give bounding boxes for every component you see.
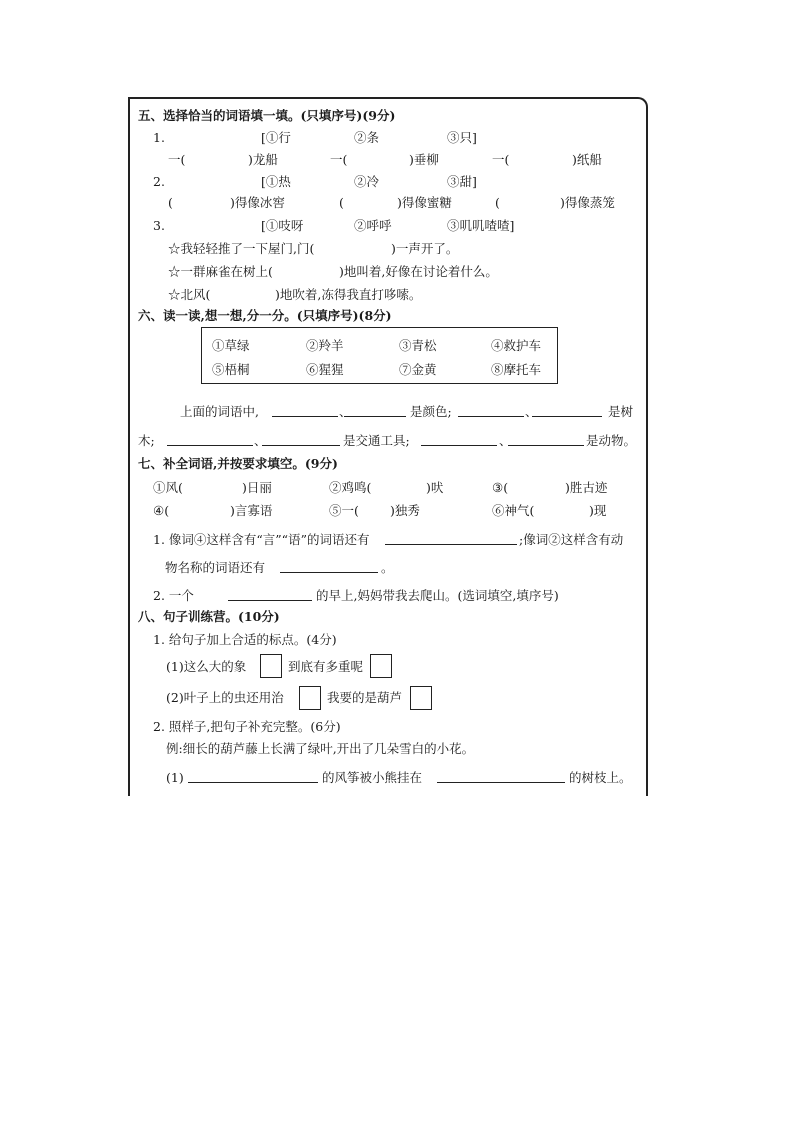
s6-blank-8[interactable]	[508, 433, 584, 446]
idiom-1-end[interactable]: )日丽	[242, 480, 272, 495]
idiom-1-start: ①风(	[153, 480, 183, 495]
punctuation-box-2[interactable]	[370, 654, 392, 678]
q3-option-3: ③叽叽喳喳]	[447, 218, 515, 233]
s6-blank-5[interactable]	[167, 433, 253, 446]
word-3: ③青松	[399, 338, 437, 353]
s7-q2-blank[interactable]	[228, 588, 312, 601]
s6-line2-text-2: 是交通工具;	[343, 433, 410, 448]
word-7: ⑦金黄	[399, 362, 437, 377]
s8-q1-sentence-2b: 我要的是葫芦	[327, 690, 403, 705]
s7-q2-text-1: 2. 一个	[153, 588, 194, 603]
s6-line2-sep-2: 、	[499, 433, 512, 448]
s6-line1-sep-1: 、	[339, 404, 352, 419]
q2-option-3: ③甜]	[447, 174, 477, 189]
punctuation-box-1[interactable]	[260, 654, 282, 678]
s6-blank-7[interactable]	[421, 433, 497, 446]
s8-q2-blank-2[interactable]	[437, 770, 565, 783]
word-1: ①草绿	[212, 338, 250, 353]
idiom-2-start: ②鸡鸣(	[329, 480, 372, 495]
s6-blank-2[interactable]	[344, 404, 406, 417]
q1-blank-3-open: 一(	[492, 152, 510, 167]
s7-q2-text-2: 的早上,妈妈带我去爬山。(选词填空,填序号)	[316, 588, 559, 603]
q1-blank-1-open: 一(	[168, 152, 186, 167]
s8-q2-blank-1[interactable]	[188, 770, 318, 783]
q2-blank-1-open: (	[168, 195, 173, 210]
s6-blank-4[interactable]	[532, 404, 602, 417]
section-5-title: 五、选择恰当的词语填一填。(只填序号)(9分)	[138, 108, 396, 123]
q1-blank-3-close[interactable]: )纸船	[572, 152, 602, 167]
s7-q1-text-3: 物名称的词语还有	[165, 560, 266, 575]
s6-blank-1[interactable]	[272, 404, 338, 417]
s8-example: 例:细长的葫芦藤上长满了绿叶,开出了几朵雪白的小花。	[166, 741, 475, 756]
s6-line1-text-3: 是树	[608, 404, 634, 419]
q3-sentence-3-end[interactable]: )地吹着,冻得我直打哆嗦。	[275, 287, 422, 302]
word-8: ⑧摩托车	[491, 362, 542, 377]
s8-q2-text-1: (1)	[166, 770, 184, 785]
s6-line2-text-1: 木;	[138, 433, 155, 448]
s8-q2-text-2: 的风筝被小熊挂在	[322, 770, 423, 785]
q2-number: 2.	[153, 174, 165, 189]
q3-option-1: [①吱呀	[261, 218, 304, 233]
q3-sentence-2-end[interactable]: )地叫着,好像在讨论着什么。	[339, 264, 498, 279]
q3-sentence-3-start: ☆北风(	[168, 287, 211, 302]
s6-line1-sep-2: 、	[525, 404, 538, 419]
q1-option-3: ③只]	[447, 130, 477, 145]
q3-sentence-1-end[interactable]: )一声开了。	[391, 241, 459, 256]
s6-line1-text-2: 是颜色;	[410, 404, 452, 419]
section-7-title: 七、补全词语,并按要求填空。(9分)	[138, 456, 338, 471]
s8-q1-sentence-2a: (2)叶子上的虫还用治	[166, 690, 284, 705]
q1-option-2: ②条	[354, 130, 380, 145]
q1-blank-2-open: 一(	[330, 152, 348, 167]
q3-sentence-2-start: ☆一群麻雀在树上(	[168, 264, 273, 279]
idiom-4-start: ④(	[153, 503, 170, 518]
idiom-3-start: ③(	[492, 480, 509, 495]
q2-option-1: [①热	[261, 174, 291, 189]
q2-blank-2-open: (	[339, 195, 344, 210]
s6-line1-text-1: 上面的词语中,	[180, 404, 259, 419]
s6-blank-6[interactable]	[262, 433, 340, 446]
idiom-5-end[interactable]: )独秀	[390, 503, 420, 518]
idiom-5-start: ⑤一(	[329, 503, 359, 518]
word-4: ④救护车	[491, 338, 542, 353]
q1-number: 1.	[153, 130, 165, 145]
s7-q1-blank-2[interactable]	[280, 560, 378, 573]
q2-blank-2-close[interactable]: )得像蜜糖	[397, 195, 452, 210]
q1-blank-1-close[interactable]: )龙船	[248, 152, 278, 167]
s6-line2-text-3: 是动物。	[586, 433, 637, 448]
q3-sentence-1-start: ☆我轻轻推了一下屋门,门(	[168, 241, 315, 256]
word-2: ②羚羊	[306, 338, 344, 353]
section-6-title: 六、读一读,想一想,分一分。(只填序号)(8分)	[138, 308, 392, 323]
s7-q1-blank-1[interactable]	[385, 532, 517, 545]
s6-blank-3[interactable]	[458, 404, 524, 417]
s8-q1-sentence-1a: (1)这么大的象	[166, 659, 247, 674]
s7-q1-text-1: 1. 像词④这样含有“言”“语”的词语还有	[153, 532, 370, 547]
q1-option-1: [①行	[261, 130, 291, 145]
idiom-2-end[interactable]: )吠	[426, 480, 444, 495]
idiom-6-end[interactable]: )现	[589, 503, 607, 518]
section-8-title: 八、句子训练营。(10分)	[138, 609, 280, 624]
s7-q1-text-4: 。	[381, 560, 394, 575]
word-5: ⑤梧桐	[212, 362, 250, 377]
s7-q1-text-2: ;像词②这样含有动	[519, 532, 624, 547]
s8-q2-title: 2. 照样子,把句子补充完整。(6分)	[153, 719, 341, 734]
s8-q1-sentence-1b: 到底有多重呢	[288, 659, 364, 674]
s6-line2-sep-1: 、	[254, 433, 267, 448]
q2-blank-3-open: (	[495, 195, 500, 210]
q3-number: 3.	[153, 218, 165, 233]
q2-blank-1-close[interactable]: )得像冰窖	[230, 195, 285, 210]
s8-q1-title: 1. 给句子加上合适的标点。(4分)	[153, 632, 337, 647]
word-6: ⑥猩猩	[306, 362, 344, 377]
idiom-3-end[interactable]: )胜古迹	[565, 480, 608, 495]
punctuation-box-4[interactable]	[410, 686, 432, 710]
q2-blank-3-close[interactable]: )得像蒸笼	[560, 195, 615, 210]
q2-option-2: ②冷	[354, 174, 380, 189]
q3-option-2: ②呼呼	[354, 218, 392, 233]
punctuation-box-3[interactable]	[299, 686, 321, 710]
s8-q2-text-3: 的树枝上。	[569, 770, 632, 785]
idiom-6-start: ⑥神气(	[492, 503, 535, 518]
q1-blank-2-close[interactable]: )垂柳	[409, 152, 439, 167]
idiom-4-end[interactable]: )言寡语	[230, 503, 273, 518]
